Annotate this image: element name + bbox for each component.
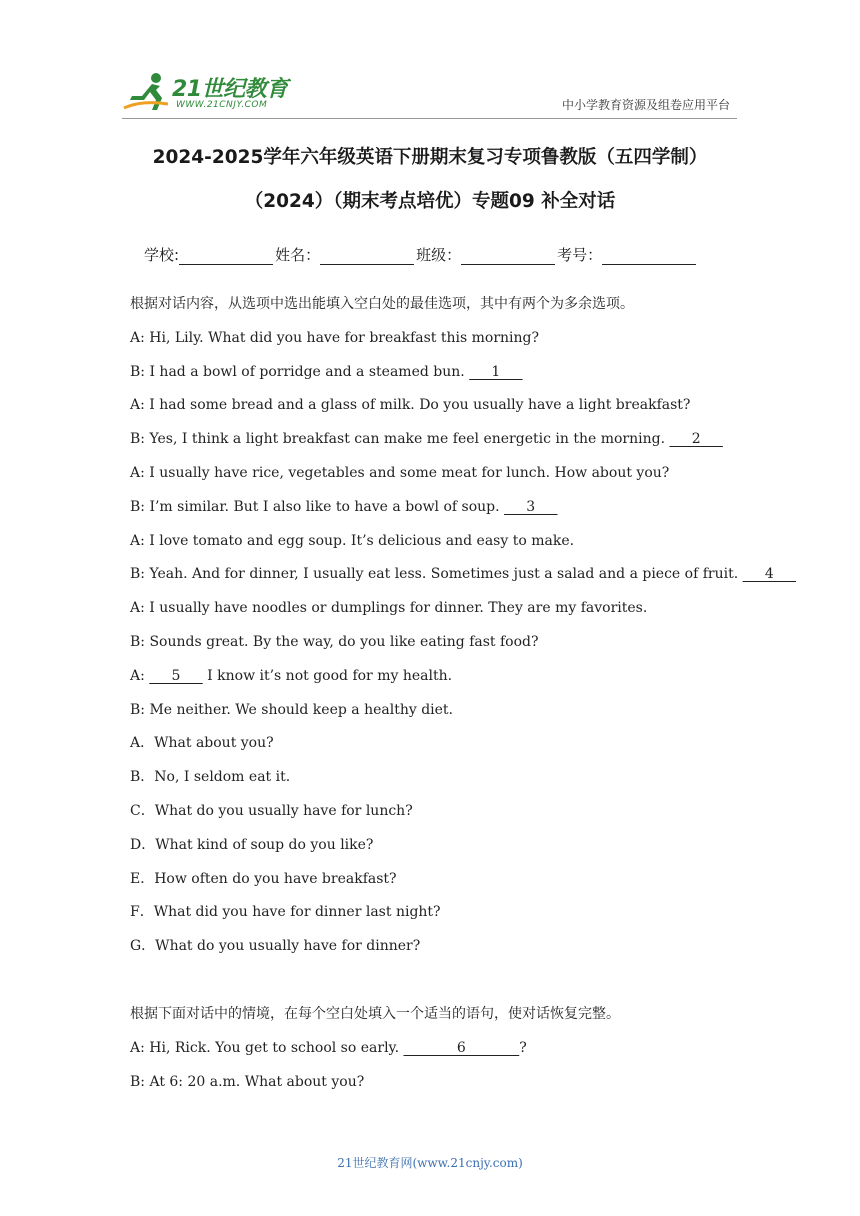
dialogue-line [130, 464, 750, 498]
page-footer[interactable]: 21世纪教育网(www.21cnjy.com) [337, 1156, 523, 1170]
number-field [557, 244, 698, 265]
line-text: B: Yeah. And for dinner, I usually eat less. Sometimes just a salad and a piece of fruit. [130, 566, 743, 583]
class-label: 班级： [416, 246, 462, 264]
section1-options [130, 734, 750, 971]
line-text: A: I love tomato and egg soup. It’s delicious and easy to make. [130, 532, 575, 549]
line-text: A: I had some bread and a glass of milk. Do you usually have a light breakfast? [130, 397, 691, 414]
name-field [275, 244, 416, 265]
line-text: B: I’m similar. But I also like to have a bowl of soup. [130, 498, 505, 515]
page-header [0, 0, 860, 125]
header-divider [122, 118, 737, 119]
class-input-line[interactable] [461, 248, 555, 265]
student-info-row [144, 244, 698, 265]
answer-blank[interactable]: 5 [149, 667, 203, 684]
option-a: A．What about you? [130, 735, 274, 752]
option-g: G．What do you usually have for dinner? [130, 938, 421, 955]
line-text: B: Me neither. We should keep a healthy diet. [130, 701, 453, 718]
option-f: F．What did you have for dinner last night? [130, 904, 441, 921]
platform-caption: 中小学教育资源及组卷应用平台 [561, 98, 730, 112]
dialogue-line [130, 329, 750, 363]
line-text-after: ? [519, 1039, 527, 1056]
dialogue-line [130, 396, 750, 430]
line-text: A: [130, 667, 150, 684]
answer-blank[interactable]: 2 [669, 431, 723, 448]
name-input-line[interactable] [320, 248, 414, 265]
school-label: 学校: [144, 246, 180, 264]
option-b: B．No, I seldom eat it. [130, 769, 291, 786]
page-title-line1: 2024-2025学年六年级英语下册期末复习专项鲁教版（五四学制） [152, 147, 708, 168]
number-input-line[interactable] [602, 248, 696, 265]
line-text: A: Hi, Rick. You get to school so early. [130, 1039, 404, 1056]
dialogue-line [130, 599, 750, 633]
school-field [144, 244, 275, 265]
section2-instruction: 根据下面对话中的情境，在每个空白处填入一个适当的语句，使对话恢复完整。 [130, 1005, 620, 1022]
option-c: C．What do you usually have for lunch? [130, 802, 413, 819]
logo-url: WWW.21CNJY.COM [176, 100, 268, 110]
answer-blank[interactable]: 1 [469, 363, 523, 380]
school-input-line[interactable] [179, 248, 273, 265]
section1-instruction: 根据对话内容，从选项中选出能填入空白处的最佳选项，其中有两个为多余选项。 [130, 296, 634, 312]
answer-blank[interactable]: 3 [504, 498, 558, 515]
line-text: B: I had a bowl of porridge and a steamed bun. [130, 363, 470, 380]
name-label: 姓名： [275, 246, 321, 264]
dialogue-line [130, 430, 750, 464]
dialogue-line [130, 633, 750, 667]
option-e: E．How often do you have breakfast? [130, 870, 397, 887]
line-text: B: Yes, I think a light breakfast can make me feel energetic in the morning. [130, 431, 670, 448]
option-d: D．What kind of soup do you like? [130, 836, 374, 853]
class-field [416, 244, 557, 265]
dialogue-line [130, 363, 750, 397]
line-text: A: I usually have rice, vegetables and some meat for lunch. How about you? [130, 464, 670, 481]
dialogue-line [130, 565, 797, 599]
dialogue-line [130, 498, 750, 532]
line-text: A: Hi, Lily. What did you have for breakfast this morning? [130, 329, 540, 346]
logo [122, 70, 292, 116]
dialogue-line [130, 532, 750, 566]
exercise-content [130, 295, 797, 1106]
line-text: B: Sounds great. By the way, do you like eating fast food? [130, 633, 539, 650]
page-title-line2: （2024）（期末考点培优）专题09 补全对话 [244, 191, 616, 212]
answer-blank[interactable]: 6 [403, 1039, 520, 1056]
dialogue-line [130, 701, 750, 735]
answer-blank[interactable]: 4 [742, 566, 797, 583]
line-text: B: At 6: 20 a.m. What about you? [130, 1073, 365, 1090]
section-gap [130, 971, 750, 1005]
dialogue-line [130, 1073, 750, 1107]
section2-dialogue [130, 1039, 750, 1107]
logo-text: 21世纪教育 [172, 77, 288, 102]
line-text-after: I know it’s not good for my health. [202, 667, 453, 684]
dialogue-line [130, 1039, 750, 1073]
section1-dialogue [130, 329, 797, 735]
dialogue-line [130, 667, 750, 701]
number-label: 考号： [557, 246, 603, 264]
runner-logo-icon [122, 70, 172, 114]
line-text: A: I usually have noodles or dumplings for dinner. They are my favorites. [130, 600, 648, 617]
